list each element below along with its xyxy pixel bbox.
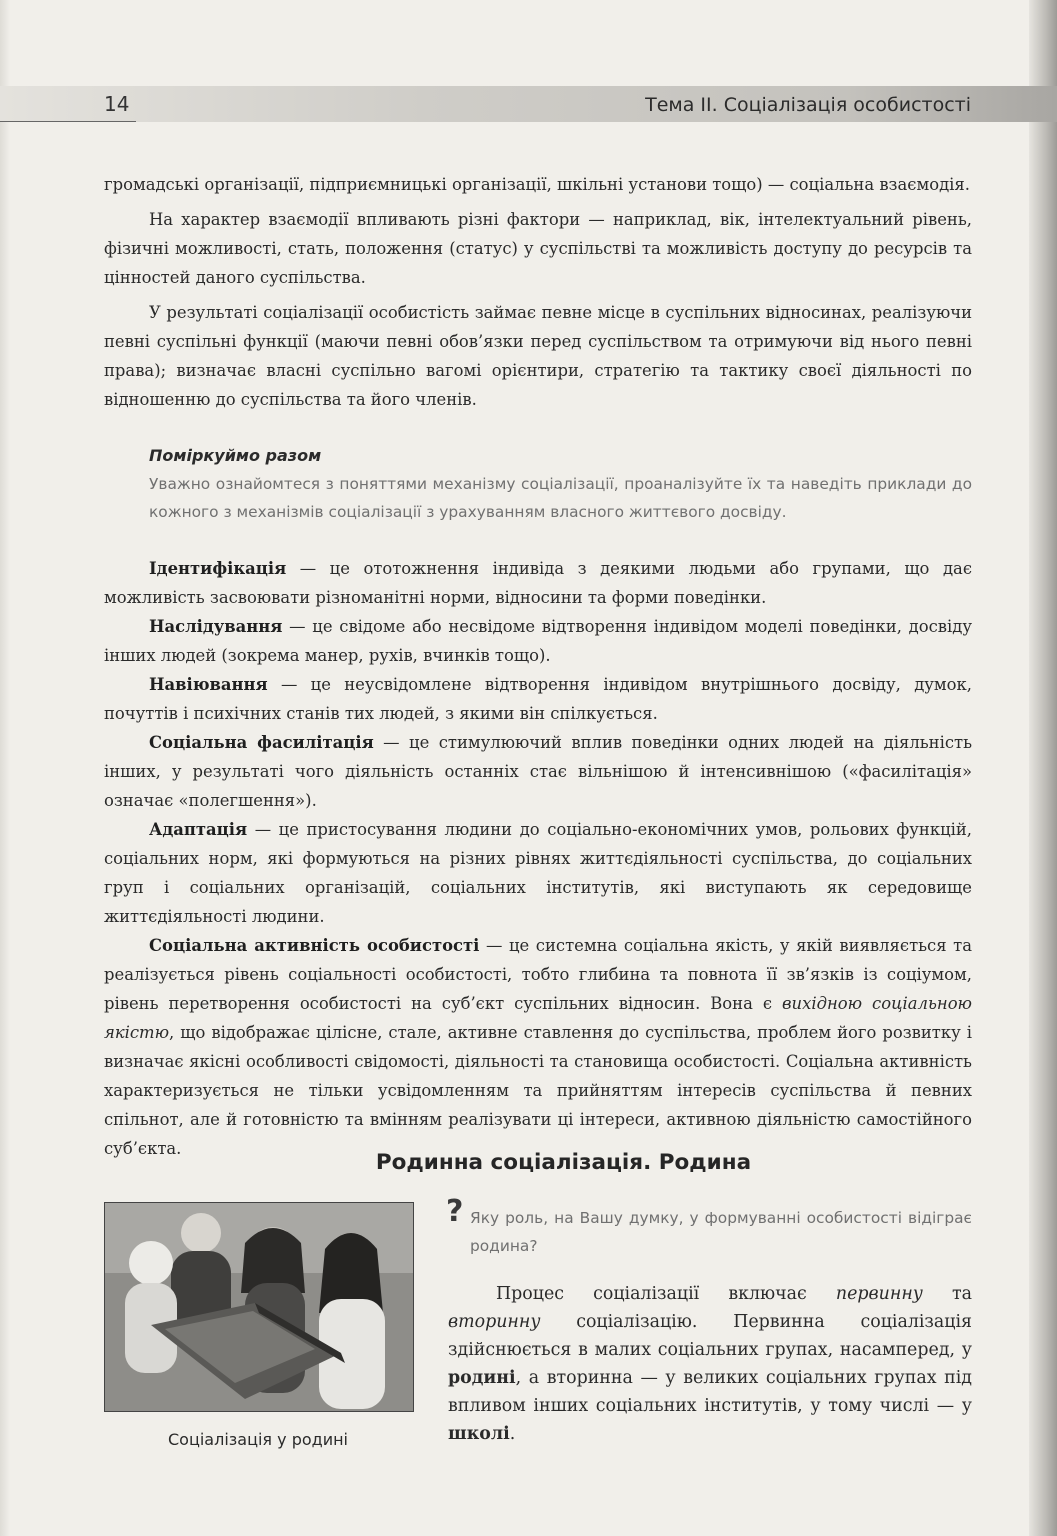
definition-text: — це стимулюючий вплив поведінки одних людей на діяльність інших, у результаті чого діяльність останніх стає вільнішою й інтенсивнішою («фасилітація» означає «полегшення»). <box>104 733 972 810</box>
running-header: Тема II. Соціалізація особистості <box>645 94 971 116</box>
definition-item <box>104 728 972 815</box>
bold-term-school: школі <box>448 1424 510 1444</box>
paragraph-socialization-result: У результаті соціалізації особистість займає певне місце в суспільних відносинах, реалізуючи певні суспільні функції (маючи певні обов’язки перед суспільством та отримуючи від нього певні права); визначає власні суспільно вагомі орієнтири, стратегію та тактику своєї діяльності по відношенню до суспільства та його членів. <box>104 303 972 409</box>
bold-term-family: родині <box>448 1368 516 1388</box>
definition-text: — це ототожнення індивіда з деякими людьми або групами, що дає можливість засвоювати різноманітні норми, відносини та форми поведінки. <box>104 559 972 607</box>
text-span: та <box>922 1284 972 1304</box>
definition-term: Навіювання <box>149 675 268 694</box>
definition-term: Наслідування <box>149 617 283 636</box>
definition-item <box>104 670 972 728</box>
think-together-box <box>104 442 972 526</box>
think-together-text: Уважно ознайомтеся з поняттями механізму соціалізації, проаналізуйте їх та наведіть приклади до кожного з механізмів соціалізації з урахуванням власного життєвого досвіду. <box>149 475 972 521</box>
text-span: , а вторинна — у великих соціальних групах під впливом інших соціальних інститутів, у тому числі — у <box>448 1368 972 1416</box>
definition-item <box>104 612 972 670</box>
page-left-edge <box>0 0 10 1536</box>
definition-term: Адаптація <box>149 820 248 839</box>
text-span: . <box>509 1424 516 1444</box>
photo-caption: Соціалізація у родині <box>168 1430 348 1449</box>
question-mark-icon: ? <box>446 1194 464 1229</box>
definition-text: — це неусвідомлене відтворення індивідом внутрішнього досвіду, думок, почуттів і психічних станів тих людей, з якими він спілкується. <box>104 675 972 723</box>
italic-term-secondary: вторинну <box>448 1312 541 1332</box>
definition-term: Соціальна фасилітація <box>149 733 374 752</box>
family-reading-photo <box>104 1202 414 1412</box>
text-span: Процес соціалізації включає <box>496 1284 836 1304</box>
definition-term: Ідентифікація <box>149 559 287 578</box>
definition-text: , що відображає цілісне, стале, активне ставлення до суспільства, проблем його розвитку і визначає якісні особливості свідомості, діяльності та становища особистості. Соціальна активність характеризується не тільки усвідомленням та прийняттям інтересів суспільства й певних спільнот, але й готовністю та вмінням реалізувати ці інтереси, активною діяльністю самостійного суб’єкта. <box>104 1023 972 1158</box>
paragraph-intro-tail: громадські організації, підприємницькі організації, шкільні установи тощо) — соціальна взаємодія. <box>104 175 970 194</box>
definition-text: — це пристосування людини до соціально-економічних умов, рольових функцій, соціальних норм, які формуються на різних рівнях життєдіяльності суспільства, до соціальних груп і соціальних організацій, соціальних інститутів, які виступають як середовище життєдіяльності людини. <box>104 820 972 926</box>
main-text-column <box>104 170 972 1163</box>
paragraph-family-socialization <box>448 1280 972 1448</box>
definition-item <box>104 554 972 612</box>
page-number-underline <box>0 121 136 122</box>
definition-text: — це свідоме або несвідоме відтворення індивідом моделі поведінки, досвіду інших людей (зокрема манер, рухів, вчинків тощо). <box>104 617 972 665</box>
paragraph-interaction-factors: На характер взаємодії впливають різні фактори — наприклад, вік, інтелектуальний рівень, фізичні можливості, стать, положення (статус) у суспільстві та можливість доступу до ресурсів та цінностей даного суспільства. <box>104 210 972 287</box>
section-heading: Родинна соціалізація. Родина <box>375 1150 752 1175</box>
definition-term: Соціальна активність особистості <box>149 936 480 955</box>
family-reading-photo-illustration <box>105 1203 413 1411</box>
page-number: 14 <box>104 92 130 116</box>
text-span: соціалізацію. Первинна соціалізація здійснюється в малих соціальних групах, насамперед, у <box>448 1312 972 1360</box>
definition-item <box>104 815 972 931</box>
definition-italic-phrase: вихідною соціальною якістю <box>104 994 972 1042</box>
definition-item-social-activity <box>104 931 972 1163</box>
definition-text: — це системна соціальна якість, у якій виявляється та реалізується рівень соціальності особистості, тобто глибина та повнота її зв’язків із соціумом, рівень перетворення особистості на суб’єкт суспільних відносин. Вона є <box>104 936 973 1013</box>
page-right-edge <box>1029 0 1057 1536</box>
think-together-title: Поміркуймо разом <box>149 446 322 465</box>
question-text: Яку роль, на Вашу думку, у формуванні особистості відіграє родина? <box>470 1209 972 1255</box>
definitions-list <box>104 554 972 1163</box>
italic-term-primary: первинну <box>835 1284 923 1304</box>
